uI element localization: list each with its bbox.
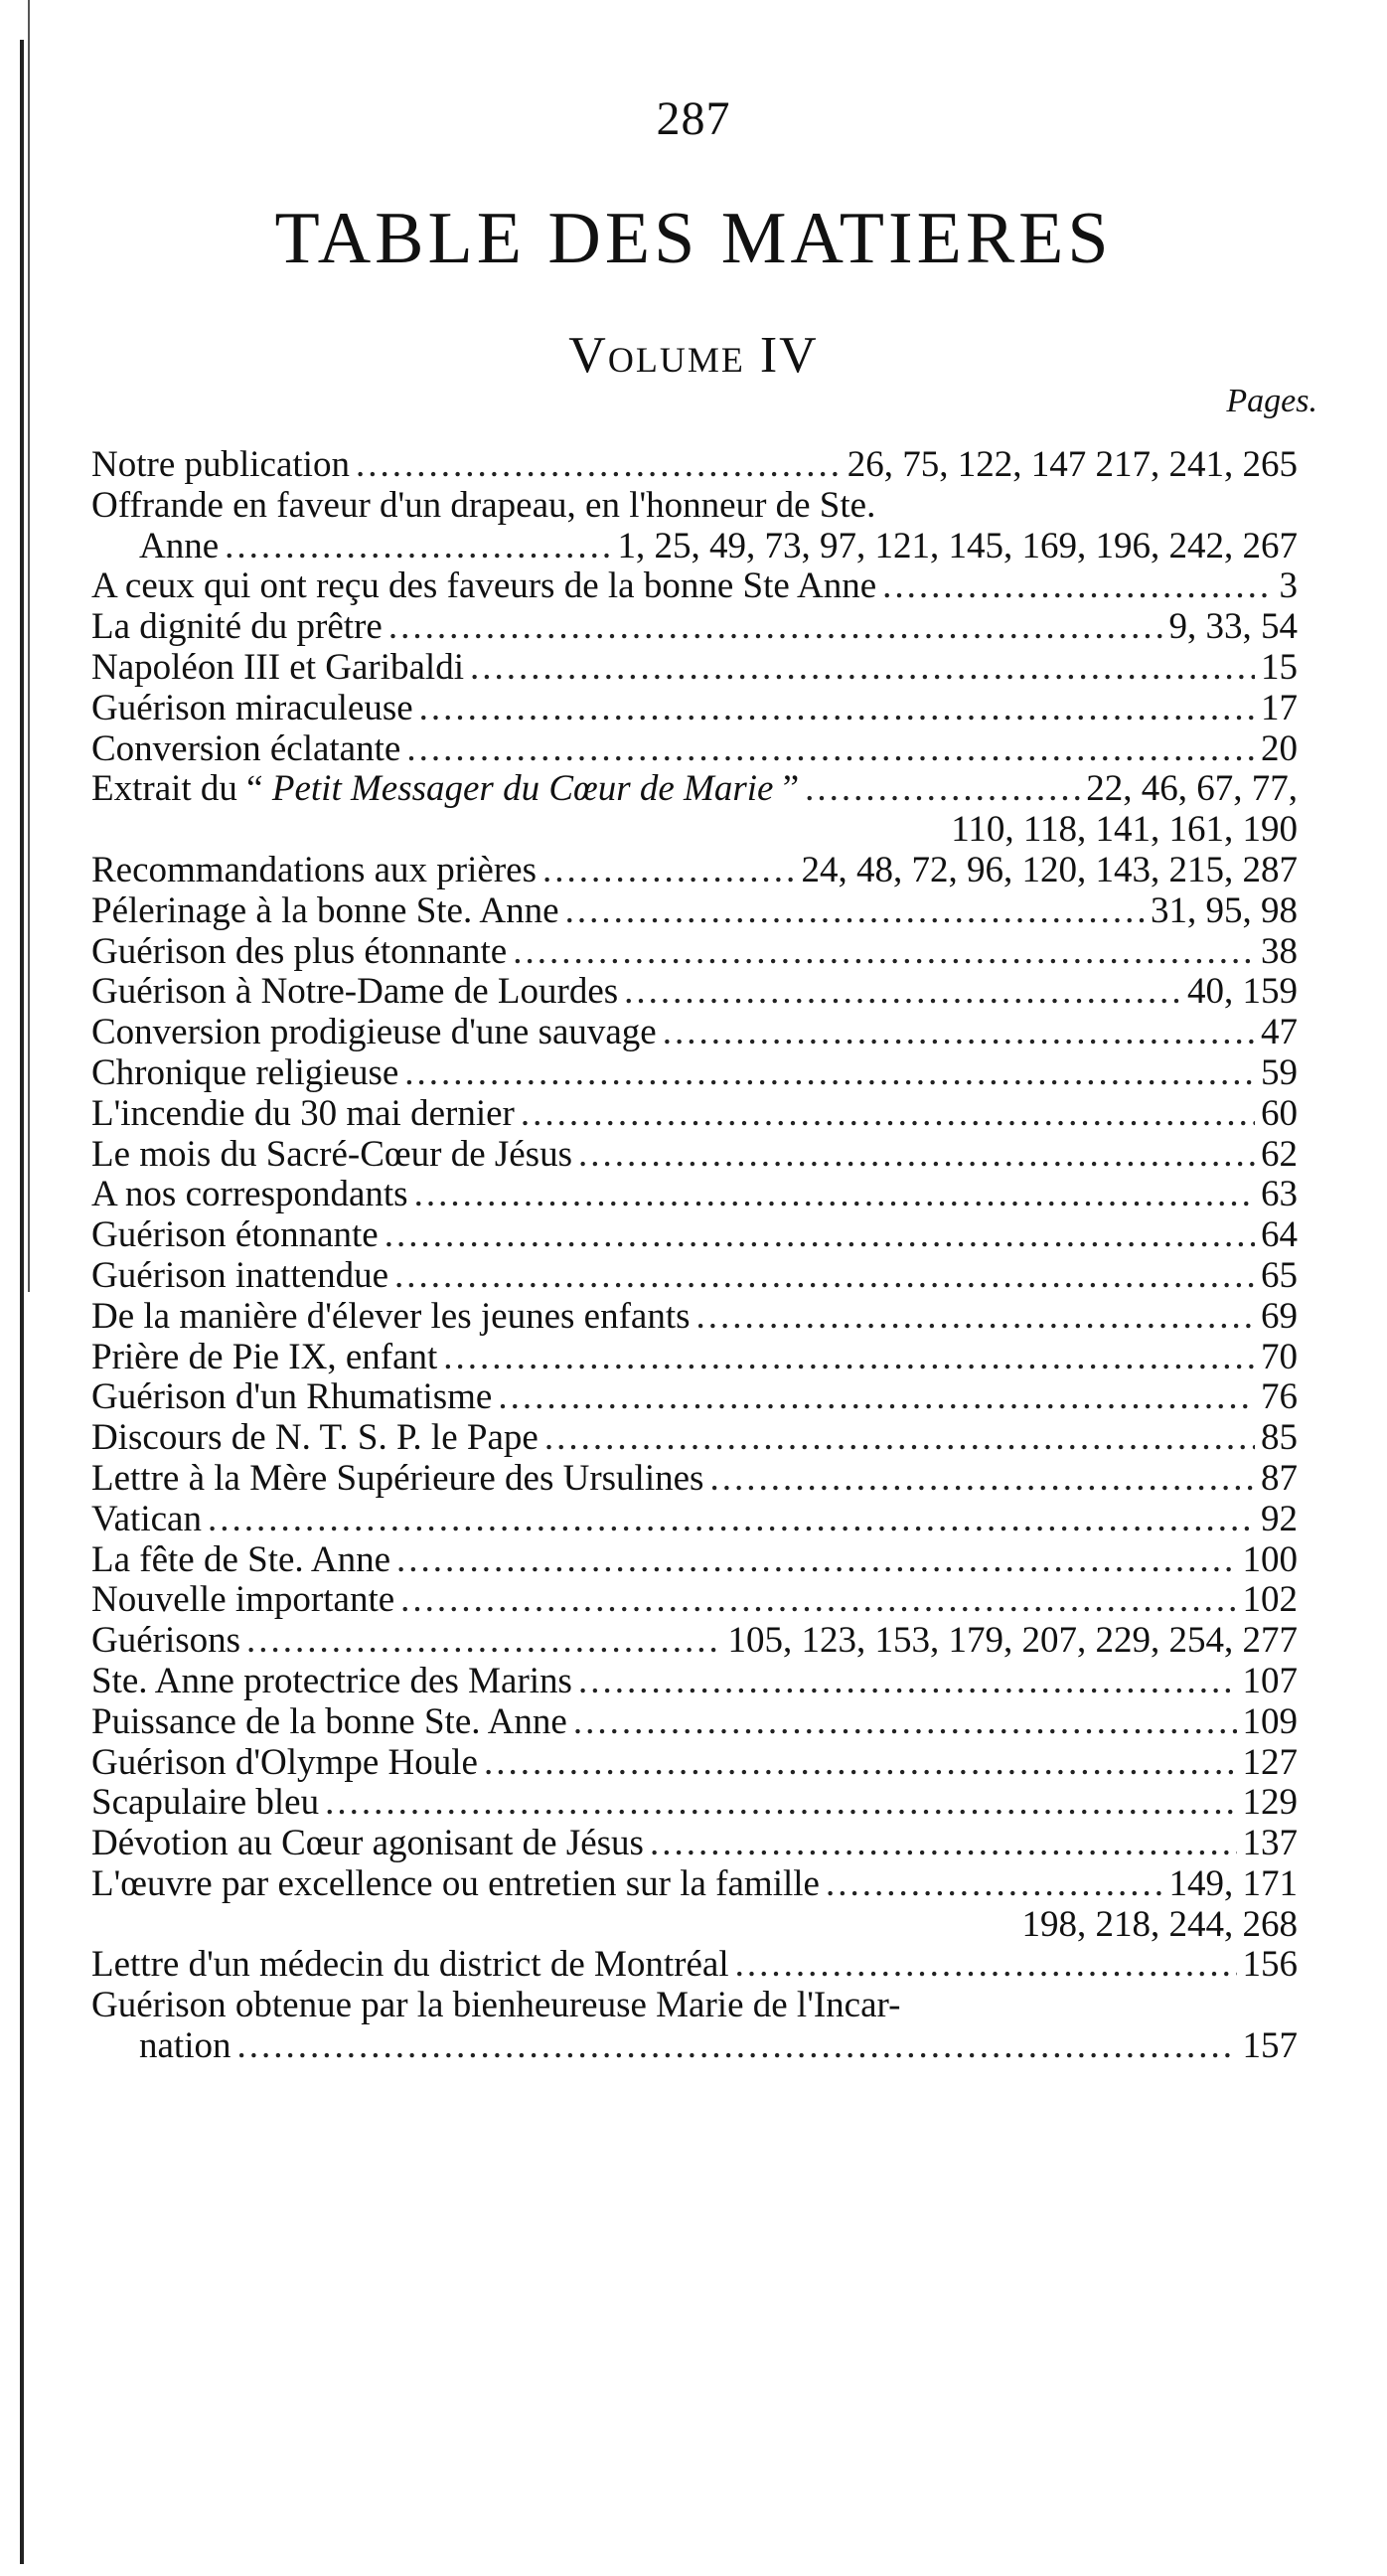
entry-pages: 109 (1242, 1700, 1298, 1742)
toc-entry (91, 1418, 1298, 1459)
toc-entry (91, 1945, 1298, 1986)
entry-title: Recommandations aux prières (91, 849, 537, 890)
dot-leader (735, 1945, 1237, 1986)
entry-pages: 69 (1261, 1295, 1298, 1337)
toc-entry (91, 1377, 1298, 1418)
toc-entry (91, 1053, 1298, 1094)
entry-title: Guérison miraculeuse (91, 687, 413, 728)
entry-pages: 129 (1242, 1782, 1298, 1824)
dot-leader (414, 1175, 1255, 1215)
toc-entry (91, 769, 1298, 810)
dot-leader (805, 769, 1080, 810)
dot-leader (484, 1743, 1237, 1784)
entry-title: Vatican (91, 1498, 202, 1539)
entry-pages: 157 (1242, 2025, 1298, 2067)
entry-title: Lettre d'un médecin du district de Montréal (91, 1944, 729, 1986)
entry-title: Extrait du “ Petit Messager du Cœur de Marie ” (91, 768, 800, 810)
entry-pages: 60 (1261, 1092, 1298, 1134)
entry-pages: 63 (1261, 1174, 1298, 1215)
page-edge-line (20, 40, 24, 2564)
dot-leader (225, 527, 611, 567)
entry-pages: 64 (1261, 1214, 1298, 1256)
toc-entry (91, 566, 1298, 607)
entry-title: Notre publication (91, 444, 350, 485)
entry-pages: 65 (1261, 1254, 1298, 1296)
dot-leader (325, 1783, 1236, 1824)
entry-title: La dignité du prêtre (91, 606, 383, 648)
toc-entry (91, 729, 1298, 770)
dot-leader (521, 1094, 1255, 1135)
entry-title: Le mois du Sacré-Cœur de Jésus (91, 1133, 572, 1175)
dot-leader (709, 1459, 1255, 1500)
toc-entry (91, 1135, 1298, 1176)
dot-leader (404, 1053, 1255, 1094)
entry-title: L'œuvre par excellence ou entretien sur la famille (91, 1862, 820, 1904)
entry-title: nation (139, 2025, 231, 2067)
dot-leader (356, 445, 842, 486)
entry-pages: 85 (1261, 1417, 1298, 1459)
toc-entry (91, 445, 1298, 486)
entry-pages: 76 (1261, 1376, 1298, 1418)
entry-title: Offrande en faveur d'un drapeau, en l'honneur de Ste. (91, 484, 876, 526)
entry-title: Pélerinage à la bonne Ste. Anne (91, 889, 559, 931)
toc-entry (91, 932, 1298, 973)
dot-leader (513, 932, 1255, 973)
page-edge-line (28, 0, 30, 1292)
toc-entry (91, 1500, 1298, 1540)
toc-entry (91, 972, 1298, 1013)
entry-pages: 20 (1261, 727, 1298, 769)
entry-title: Conversion prodigieuse d'une sauvage (91, 1012, 657, 1053)
entry-pages: 127 (1242, 1741, 1298, 1783)
entry-title: Scapulaire bleu (91, 1782, 320, 1824)
dot-leader (394, 1256, 1255, 1297)
entry-title: Dévotion au Cœur agonisant de Jésus (91, 1823, 644, 1864)
toc-entry (91, 1824, 1298, 1864)
dot-leader (578, 1135, 1255, 1176)
page-number: 287 (656, 92, 731, 145)
page-title: TABLE DES MATIERES (274, 198, 1113, 279)
entry-title: La fête de Ste. Anne (91, 1538, 391, 1580)
dot-leader (443, 1338, 1255, 1378)
entry-title: Lettre à la Mère Supérieure des Ursulines (91, 1457, 704, 1499)
entry-title: Conversion éclatante (91, 727, 401, 769)
toc-entry (91, 1540, 1298, 1581)
entry-pages: 156 (1242, 1944, 1298, 1986)
entry-pages: 1, 25, 49, 73, 97, 121, 145, 169, 196, 242, 267 (617, 525, 1298, 566)
entry-pages: 105, 123, 153, 179, 207, 229, 254, 277 (727, 1620, 1298, 1662)
pages-column-header: Pages. (1226, 383, 1317, 419)
toc-entry (91, 1662, 1298, 1702)
toc-entry (91, 891, 1298, 932)
toc-entry-line (91, 1986, 1298, 2026)
entry-title: Ste. Anne protectrice des Marins (91, 1660, 572, 1701)
entry-title: Nouvelle importante (91, 1579, 395, 1621)
entry-title: Discours de N. T. S. P. le Pape (91, 1417, 539, 1459)
dot-leader (208, 1500, 1255, 1540)
entry-pages: 110, 118, 141, 161, 190 (951, 809, 1298, 851)
entry-title: Guérison d'un Rhumatisme (91, 1376, 493, 1418)
entry-pages: 92 (1261, 1498, 1298, 1539)
toc-entry (91, 1702, 1298, 1743)
dot-leader (388, 607, 1163, 648)
entry-pages: 107 (1242, 1660, 1298, 1701)
entry-title: Puissance de la bonne Ste. Anne (91, 1700, 567, 1742)
table-of-contents (91, 445, 1298, 2067)
toc-entry (91, 1783, 1298, 1824)
dot-leader (578, 1662, 1237, 1702)
entry-title: Chronique religieuse (91, 1051, 399, 1093)
entry-pages: 38 (1261, 930, 1298, 972)
entry-pages: 31, 95, 98 (1151, 889, 1298, 931)
entry-title: Guérisons (91, 1620, 241, 1662)
toc-entry (91, 527, 1298, 567)
entry-pages: 3 (1279, 565, 1298, 607)
dot-leader (544, 1418, 1255, 1459)
toc-entry (91, 689, 1298, 729)
toc-entry-pages-continued (91, 810, 1298, 851)
entry-title: A ceux qui ont reçu des faveurs de la bonne Ste Anne (91, 565, 877, 607)
toc-entry (91, 1297, 1298, 1338)
dot-leader (542, 851, 796, 891)
entry-title: Prière de Pie IX, enfant (91, 1336, 438, 1377)
dot-leader (624, 972, 1181, 1013)
entry-pages: 40, 159 (1187, 971, 1298, 1013)
entry-title: L'incendie du 30 mai dernier (91, 1092, 515, 1134)
entry-pages: 22, 46, 67, 77, (1086, 768, 1298, 810)
toc-entry (91, 851, 1298, 891)
entry-pages: 198, 218, 244, 268 (1021, 1903, 1298, 1945)
toc-entry (91, 648, 1298, 689)
toc-entry (91, 1580, 1298, 1621)
dot-leader (826, 1864, 1163, 1905)
toc-entry (91, 1864, 1298, 1905)
dot-leader (396, 1540, 1236, 1581)
entry-title: Guérison étonnante (91, 1214, 379, 1256)
entry-pages: 59 (1261, 1051, 1298, 1093)
entry-pages: 137 (1242, 1823, 1298, 1864)
entry-pages: 149, 171 (1168, 1862, 1298, 1904)
entry-pages: 87 (1261, 1457, 1298, 1499)
entry-title: Guérison inattendue (91, 1254, 388, 1296)
dot-leader (419, 689, 1255, 729)
entry-title: A nos correspondants (91, 1174, 408, 1215)
dot-leader (400, 1580, 1236, 1621)
dot-leader (385, 1215, 1255, 1256)
toc-entry (91, 607, 1298, 648)
entry-title: Guérison des plus étonnante (91, 930, 508, 972)
entry-title: Napoléon III et Garibaldi (91, 646, 464, 688)
entry-pages: 100 (1242, 1538, 1298, 1580)
entry-title: De la manière d'élever les jeunes enfants (91, 1295, 691, 1337)
toc-entry (91, 1459, 1298, 1500)
toc-entry (91, 1743, 1298, 1784)
dot-leader (663, 1013, 1255, 1053)
dot-leader (573, 1702, 1237, 1743)
toc-entry (91, 2026, 1298, 2067)
entry-pages: 26, 75, 122, 147 217, 241, 265 (847, 444, 1298, 485)
toc-entry (91, 1338, 1298, 1378)
dot-leader (246, 1621, 721, 1662)
volume-title: Volume IV (568, 327, 819, 384)
dot-leader (882, 566, 1273, 607)
entry-title: Guérison à Notre-Dame de Lourdes (91, 971, 619, 1013)
toc-entry (91, 1175, 1298, 1215)
entry-pages: 102 (1242, 1579, 1298, 1621)
entry-pages: 62 (1261, 1133, 1298, 1175)
entry-title: Guérison d'Olympe Houle (91, 1741, 478, 1783)
entry-pages: 9, 33, 54 (1168, 606, 1298, 648)
entry-pages: 24, 48, 72, 96, 120, 143, 215, 287 (801, 849, 1298, 890)
dot-leader (406, 729, 1255, 770)
toc-entry-pages-continued (91, 1905, 1298, 1946)
toc-entry (91, 1013, 1298, 1053)
entry-title: Anne (139, 525, 220, 566)
entry-pages: 17 (1261, 687, 1298, 728)
dot-leader (565, 891, 1145, 932)
dot-leader (498, 1377, 1255, 1418)
entry-pages: 15 (1261, 646, 1298, 688)
dot-leader (236, 2026, 1236, 2067)
entry-title: Guérison obtenue par la bienheureuse Marie de l'Incar- (91, 1985, 901, 2026)
dot-leader (696, 1297, 1256, 1338)
toc-entry (91, 1094, 1298, 1135)
toc-entry (91, 1215, 1298, 1256)
entry-pages: 70 (1261, 1336, 1298, 1377)
dot-leader (470, 648, 1255, 689)
toc-entry (91, 1256, 1298, 1297)
dot-leader (650, 1824, 1237, 1864)
entry-pages: 47 (1261, 1012, 1298, 1053)
toc-entry-line (91, 486, 1298, 527)
toc-entry (91, 1621, 1298, 1662)
